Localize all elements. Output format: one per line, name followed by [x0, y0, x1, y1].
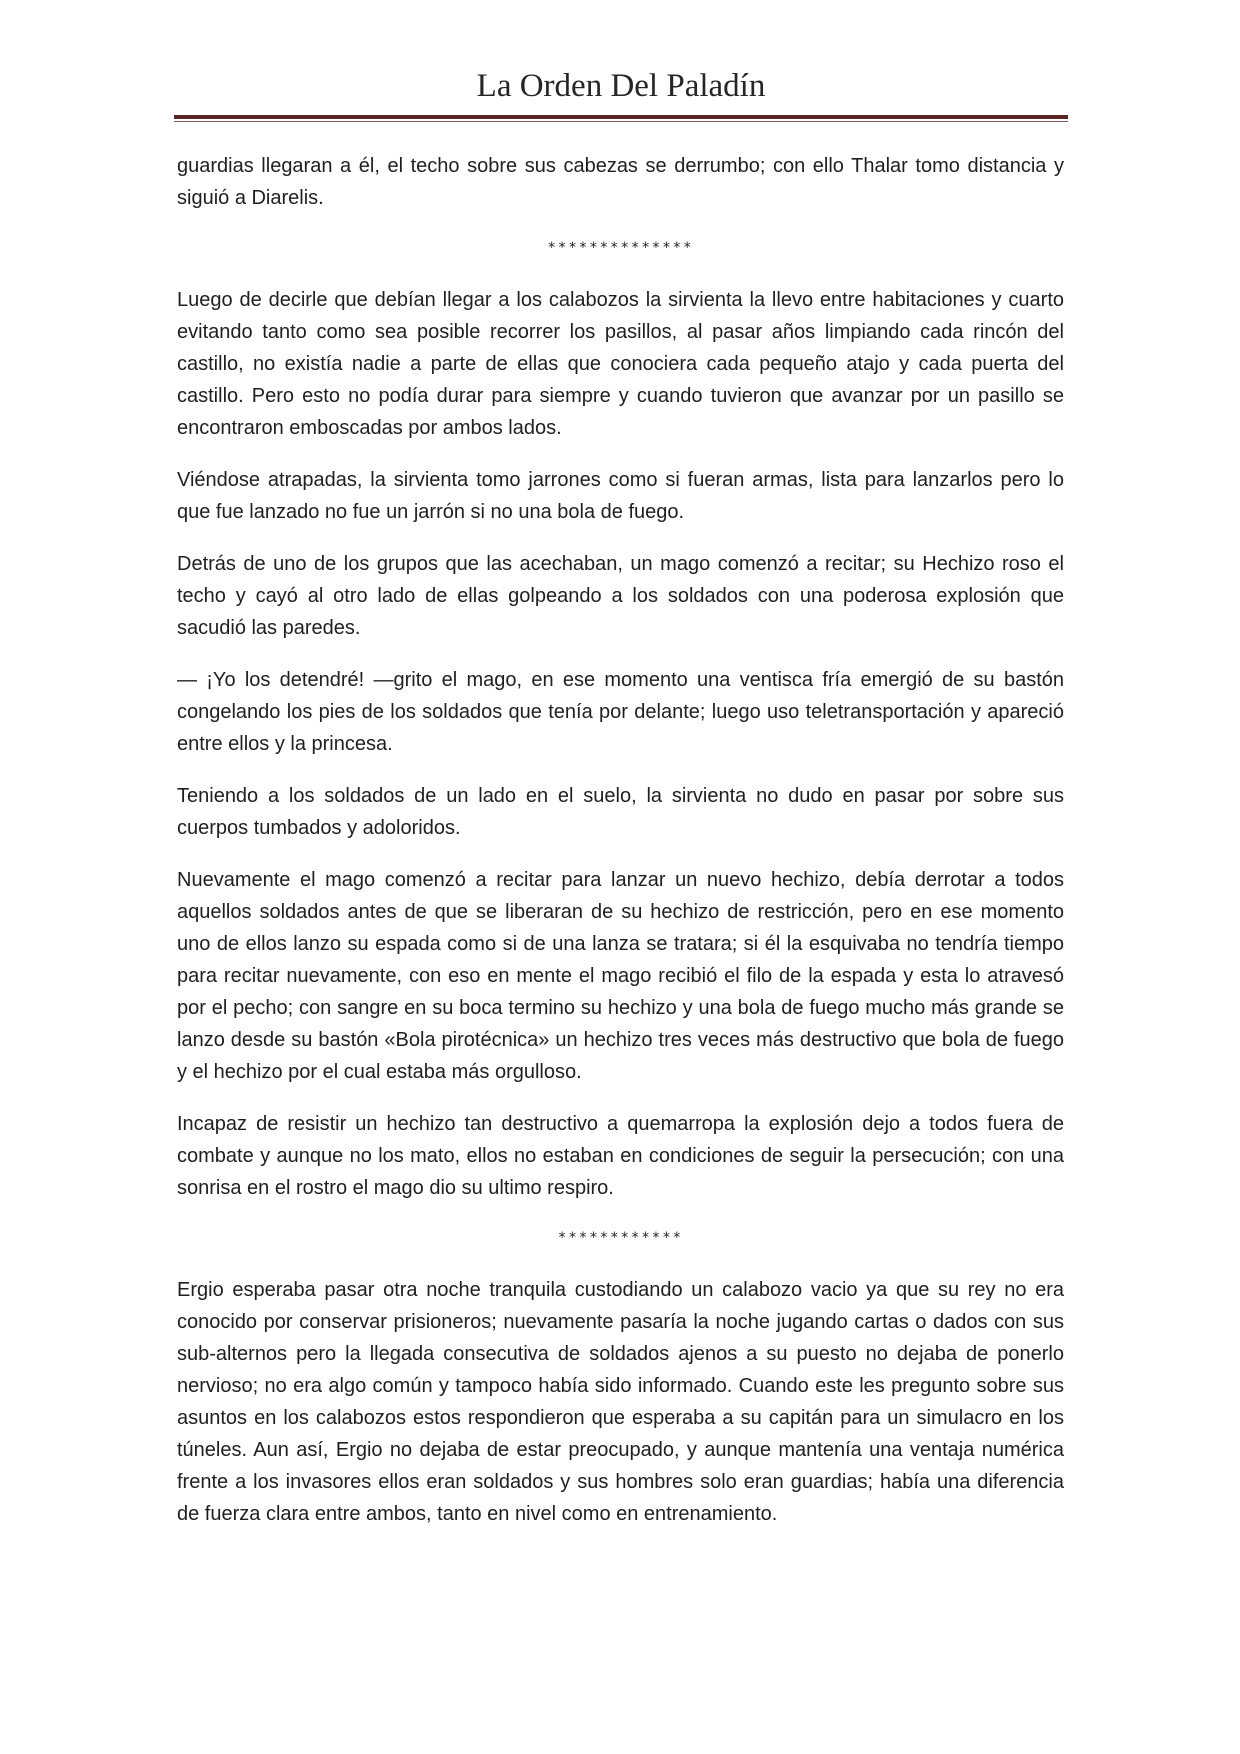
- scene-separator-1: **************: [547, 240, 694, 256]
- header-rule-thin: [174, 121, 1068, 122]
- paragraph-3: Viéndose atrapadas, la sirvienta tomo jarrones como si fueran armas, lista para lanzarlos pero lo que fue lanzado no fue un jarrón si no una bola de fuego.: [177, 469, 1064, 523]
- paragraph-5: — ¡Yo los detendré! —grito el mago, en ese momento una ventisca fría emergió de su bastón congelando los pies de los soldados que tenía por delante; luego uso teletransportación y apareció entre ellos y la princesa.: [177, 669, 1064, 755]
- header-rule-thick: [174, 115, 1068, 119]
- page-header: [174, 70, 1068, 122]
- paragraph-9: Ergio esperaba pasar otra noche tranquila custodiando un calabozo vacio ya que su rey no era conocido por conservar prisioneros; nuevamente pasaría la noche jugando cartas o dados con sus sub-alternos pero la llegada consecutiva de soldados ajenos a su puesto no dejaba de ponerlo nervioso; no era algo común y tampoco había sido informado. Cuando este les pregunto sobre sus asuntos en los calabozos estos respondieron que esperaba a su capitán para un simulacro en los túneles. Aun así, Ergio no dejaba de estar preocupado, y aunque mantenía una ventaja numérica frente a los invasores ellos eran soldados y sus hombres solo eran guardias; había una diferencia de fuerza clara entre ambos, tanto en nivel como en entrenamiento.: [177, 1279, 1064, 1525]
- paragraph-7: Nuevamente el mago comenzó a recitar para lanzar un nuevo hechizo, debía derrotar a todos aquellos soldados antes de que se liberaran de su hechizo de restricción, pero en ese momento uno de ellos lanzo su espada como si de una lanza se tratara; si él la esquivaba no tendría tiempo para recitar nuevamente, con eso en mente el mago recibió el filo de la espada y esta lo atravesó por el pecho; con sangre en su boca termino su hechizo y una bola de fuego mucho más grande se lanzo desde su bastón «Bola pirotécnica» un hechizo tres veces más destructivo que bola de fuego y el hechizo por el cual estaba más orgulloso.: [177, 869, 1064, 1083]
- paragraph-8: Incapaz de resistir un hechizo tan destructivo a quemarropa la explosión dejo a todos fuera de combate y aunque no los mato, ellos no estaban en condiciones de seguir la persecución; con una sonrisa en el rostro el mago dio su ultimo respiro.: [177, 1113, 1064, 1199]
- paragraph-1: guardias llegaran a él, el techo sobre sus cabezas se derrumbo; con ello Thalar tomo distancia y siguió a Diarelis.: [177, 155, 1064, 209]
- book-title: La Orden Del Paladín: [476, 68, 766, 104]
- body-text: [177, 150, 1064, 1550]
- paragraph-2: Luego de decirle que debían llegar a los calabozos la sirvienta la llevo entre habitaciones y cuarto evitando tanto como sea posible recorrer los pasillos, al pasar años limpiando cada rincón del castillo, no existía nadie a parte de ellas que conociera cada pequeño atajo y cada puerta del castillo. Pero esto no podía durar para siempre y cuando tuvieron que avanzar por un pasillo se encontraron emboscadas por ambos lados.: [177, 289, 1064, 439]
- scene-separator-2: ************: [557, 1230, 684, 1246]
- paragraph-6: Teniendo a los soldados de un lado en el suelo, la sirvienta no dudo en pasar por sobre sus cuerpos tumbados y adoloridos.: [177, 785, 1064, 839]
- paragraph-4: Detrás de uno de los grupos que las acechaban, un mago comenzó a recitar; su Hechizo roso el techo y cayó al otro lado de ellas golpeando a los soldados con una poderosa explosión que sacudió las paredes.: [177, 553, 1064, 639]
